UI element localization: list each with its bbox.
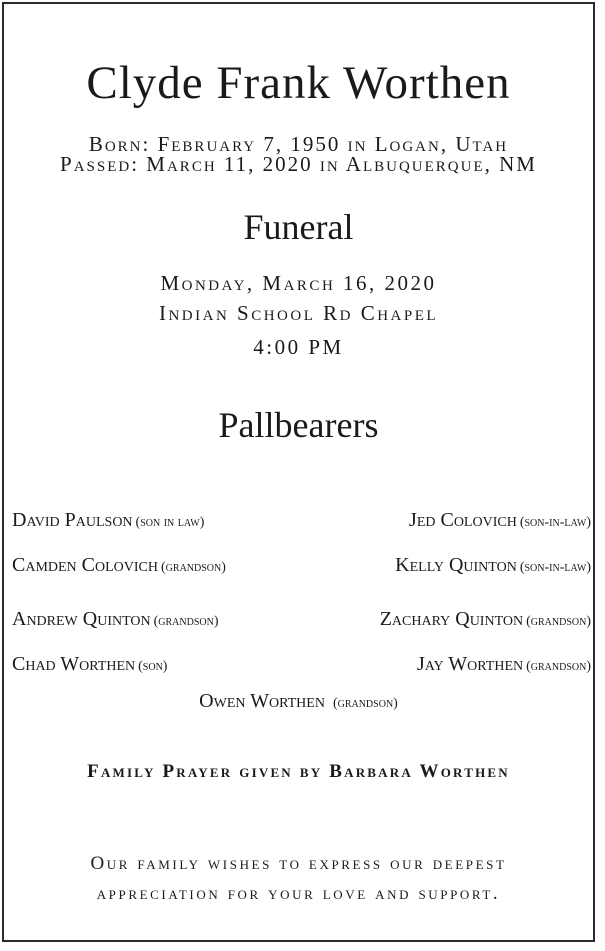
pallbearer-name: Jay Worthen	[416, 653, 524, 675]
pallbearer-relation: (grandson)	[526, 659, 591, 674]
pallbearer-item	[417, 653, 591, 676]
death-info: Passed: March 11, 2020 in Albuquerque, NM	[60, 152, 537, 176]
pallbearer-relation: (son-in-law)	[519, 560, 591, 575]
funeral-location: Indian School Rd Chapel	[158, 301, 439, 325]
pallbearer-item	[380, 608, 591, 631]
funeral-heading: Funeral	[243, 207, 354, 247]
pallbearer-item	[4, 690, 593, 713]
pallbearer-item	[12, 509, 204, 532]
closing-line-1: Our family wishes to express our deepest	[90, 853, 507, 874]
deceased-name: Clyde Frank Worthen	[86, 57, 511, 109]
funeral-date: Monday, March 16, 2020	[160, 271, 437, 295]
pallbearer-item	[12, 554, 226, 577]
pallbearer-relation: (son)	[138, 659, 168, 674]
funeral-program-card	[2, 2, 595, 942]
pallbearer-relation: (son in law)	[135, 515, 205, 530]
pallbearer-name: Camden Colovich	[12, 554, 159, 576]
pallbearer-relation: (grandson)	[153, 614, 219, 629]
pallbearer-name: Chad Worthen	[12, 653, 136, 675]
pallbearer-relation: (grandson)	[526, 614, 591, 629]
pallbearer-name: David Paulson	[12, 509, 133, 531]
funeral-time: 4:00 PM	[253, 335, 344, 359]
pallbearer-name: Kelly Quinton	[395, 554, 517, 576]
pallbearer-name: Owen Worthen	[199, 690, 325, 712]
pallbearer-item	[395, 554, 591, 577]
pallbearer-name: Andrew Quinton	[12, 608, 151, 630]
pallbearer-relation: (son-in-law)	[519, 515, 591, 530]
family-prayer: Family Prayer given by Barbara Worthen	[87, 761, 510, 782]
pallbearer-relation: (grandson)	[332, 696, 398, 711]
closing-line-2: appreciation for your love and support.	[96, 883, 501, 904]
birth-info: Born: February 7, 1950 in Logan, Utah	[88, 132, 509, 156]
pallbearer-item	[12, 653, 167, 676]
pallbearer-name: Zachary Quinton	[379, 608, 524, 630]
pallbearer-item	[12, 608, 219, 631]
pallbearer-item	[409, 509, 591, 532]
pallbearers-heading: Pallbearers	[218, 405, 379, 445]
pallbearer-relation: (grandson)	[161, 560, 226, 575]
pallbearer-name: Jed Colovich	[409, 509, 517, 531]
